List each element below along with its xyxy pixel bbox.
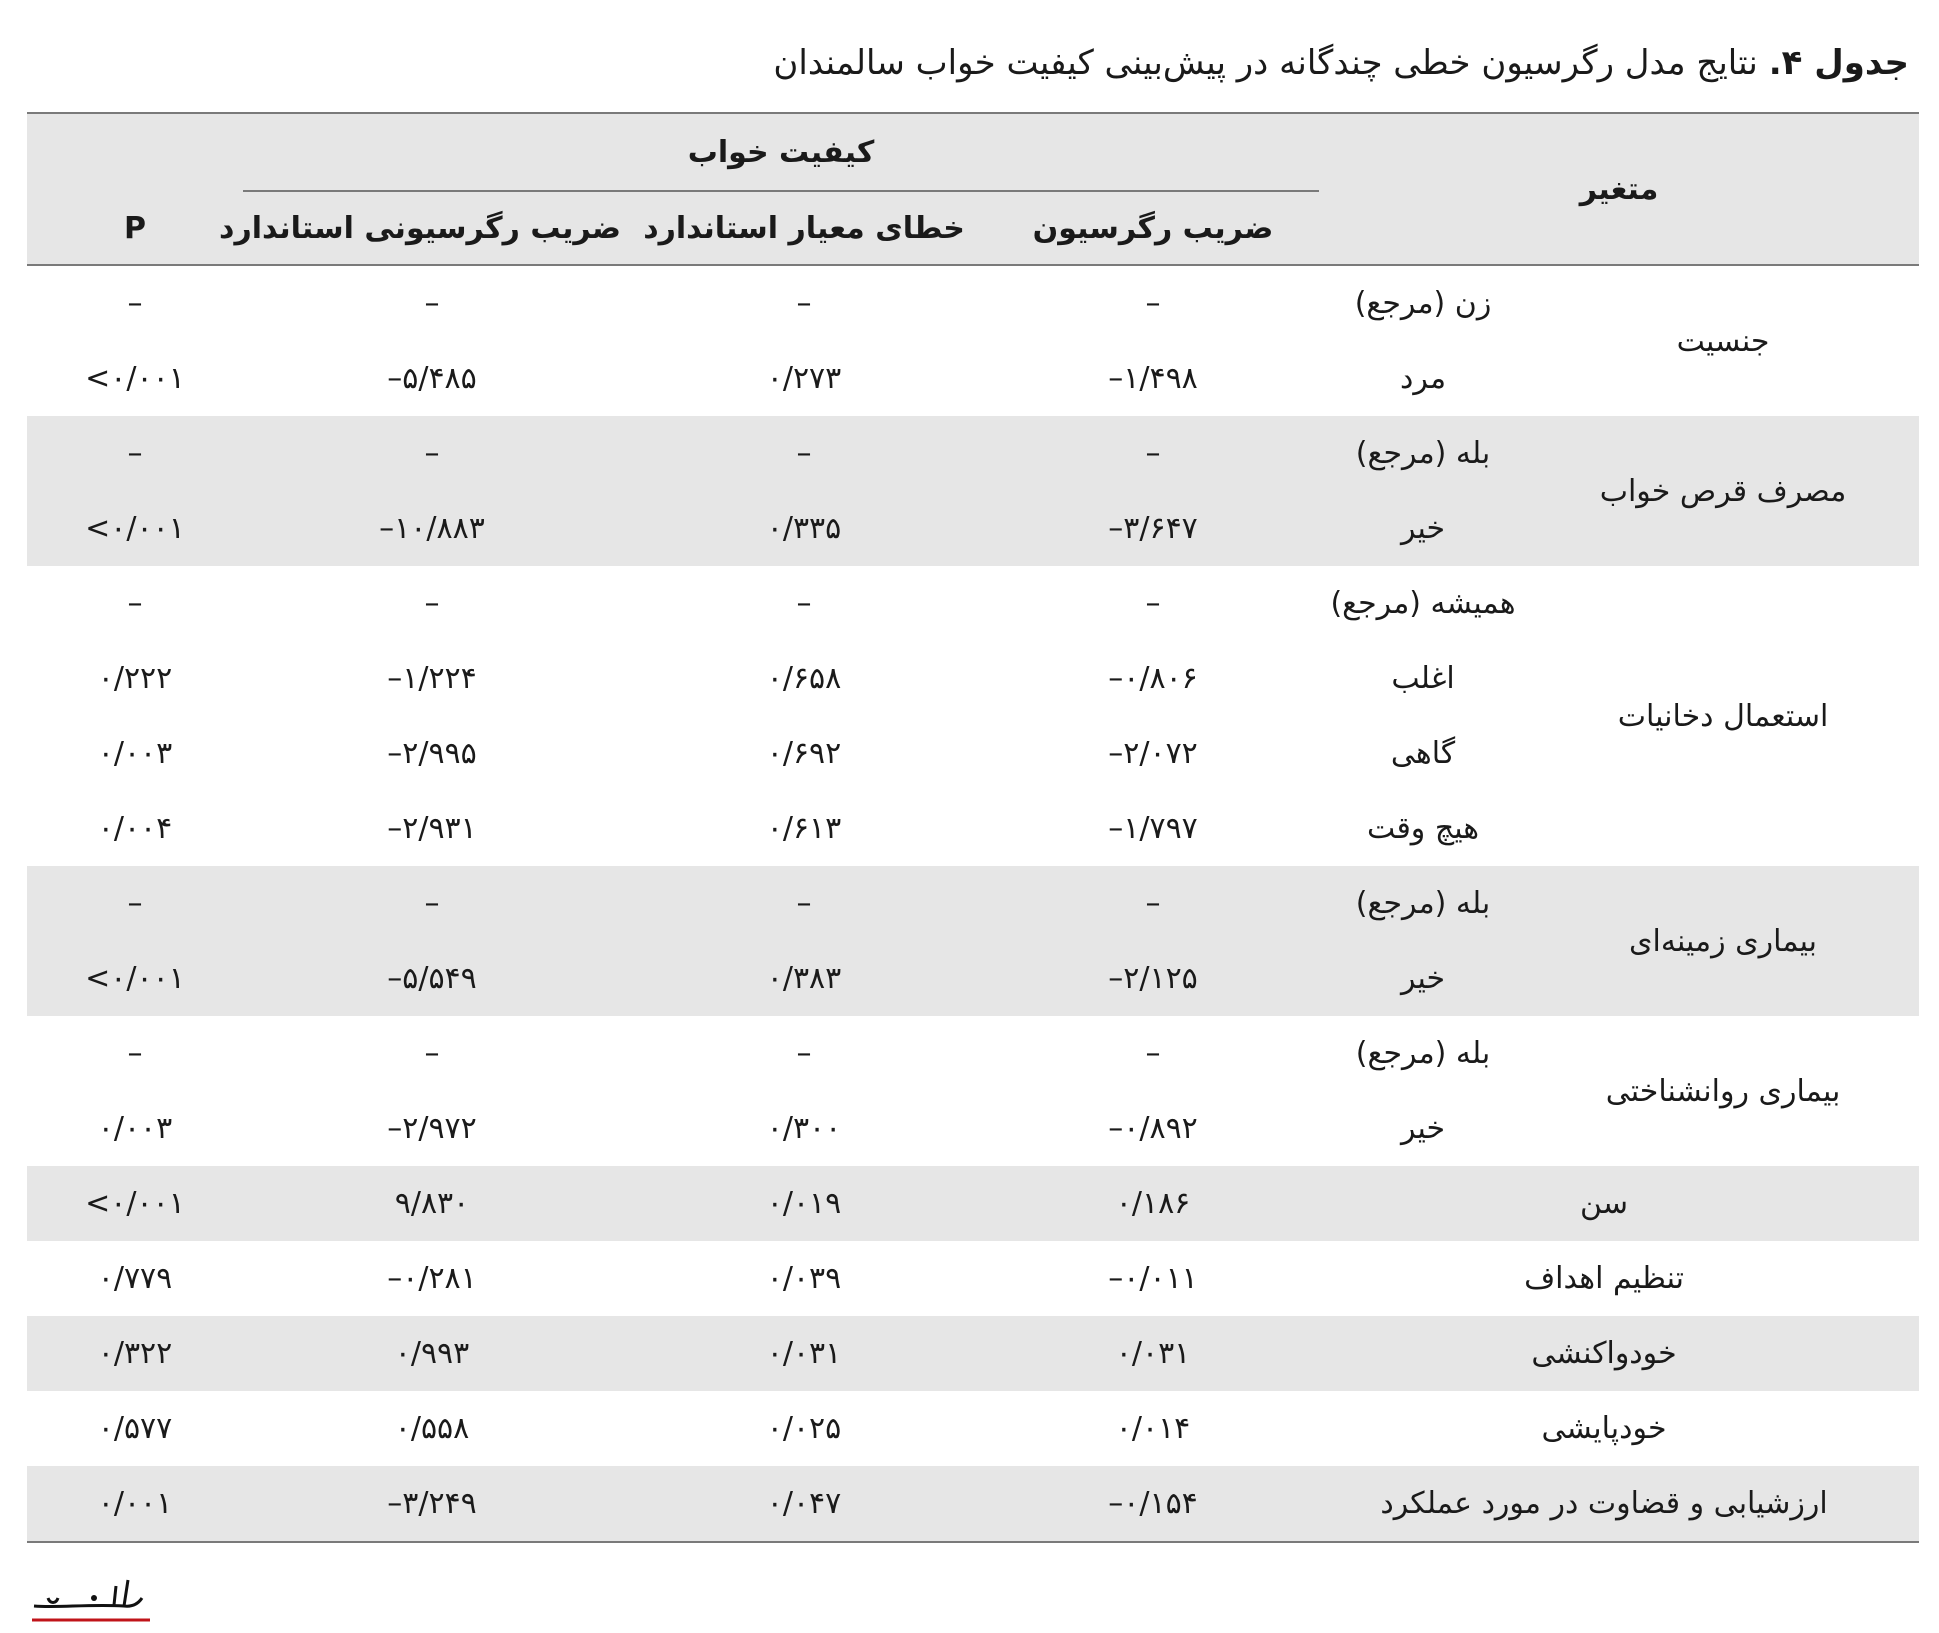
table-row [27, 866, 1919, 941]
cell-variable-name: استعمال دخانیات [1617, 698, 1829, 734]
cell-level: مرد [1400, 361, 1447, 396]
cell-coef: –۰/۸۰۶ [1108, 661, 1198, 696]
cell-std-coef: ۰/۵۵۸ [394, 1411, 470, 1446]
cell-p: – [127, 586, 143, 621]
cell-level: بله (مرجع) [1319, 866, 1527, 941]
cell-coef: –۰/۸۹۲ [1108, 1111, 1198, 1146]
cell-se: ۰/۲۷۳ [766, 361, 842, 396]
cell-variable-name: مصرف قرص خواب [1527, 416, 1919, 566]
cell-std-coef: –۲/۹۷۲ [387, 1111, 477, 1146]
cell-se: – [621, 866, 987, 941]
table-row [27, 1241, 1919, 1316]
cell-se: – [621, 416, 987, 491]
cell-std-coef: –۵/۵۴۹ [243, 941, 621, 1016]
cell-std-coef: – [424, 586, 440, 621]
cell-se: ۰/۰۳۹ [766, 1261, 842, 1296]
table-row [27, 1391, 1919, 1466]
table-row [27, 566, 1919, 641]
cell-variable-name: جنسیت [1676, 323, 1770, 359]
header-group-sleep-quality: کیفیت خواب [243, 113, 1319, 191]
cell-variable-name: خودواکنشی [1319, 1316, 1919, 1391]
header-p-label: P [124, 211, 146, 246]
cell-coef: –۲/۱۲۵ [987, 941, 1319, 1016]
cell-se: – [796, 1036, 812, 1071]
cell-p: ۰/۲۲۲ [97, 661, 173, 696]
cell-p: <۰/۰۰۱ [85, 361, 185, 396]
cell-std-coef: – [424, 1036, 440, 1071]
cell-se: ۰/۳۰۰ [766, 1111, 842, 1146]
cell-coef: –۱/۷۹۷ [1108, 811, 1198, 846]
cell-level: خیر [1319, 491, 1527, 566]
cell-variable-name: بیماری روانشناختی [1605, 1073, 1841, 1109]
cell-level: بله (مرجع) [1355, 1036, 1491, 1071]
cell-level: خیر [1319, 941, 1527, 1016]
cell-p: ۰/۳۲۲ [27, 1316, 243, 1391]
cell-se: – [796, 586, 812, 621]
cell-coef: ۰/۱۸۶ [987, 1166, 1319, 1241]
header-coef: ضریب رگرسیون [987, 191, 1319, 265]
cell-std-coef: –۱/۲۲۴ [387, 661, 477, 696]
cell-se: ۰/۶۱۳ [766, 811, 842, 846]
cell-std-coef: ۰/۹۹۳ [243, 1316, 621, 1391]
cell-coef: –۳/۶۴۷ [987, 491, 1319, 566]
table-row [27, 1466, 1919, 1542]
cell-coef: –۱/۴۹۸ [1108, 361, 1198, 396]
cell-se: ۰/۶۹۲ [766, 736, 842, 771]
cell-p: – [27, 866, 243, 941]
cell-coef: – [1145, 1036, 1161, 1071]
cell-level: همیشه (مرجع) [1330, 586, 1516, 621]
cell-se: – [796, 286, 812, 321]
cell-se: ۰/۰۱۹ [621, 1166, 987, 1241]
cell-p: ۰/۰۰۱ [27, 1466, 243, 1542]
cell-std-coef: –۱۰/۸۸۳ [243, 491, 621, 566]
cell-std-coef: –۰/۲۸۱ [387, 1261, 477, 1296]
caption-text: نتایج مدل رگرسیون خطی چندگانه در پیش‌بینی کیفیت خواب سالمندان [773, 43, 1758, 83]
cell-variable-name: ارزشیابی و قضاوت در مورد عملکرد [1319, 1466, 1919, 1542]
cell-p: ۰/۷۷۹ [97, 1261, 173, 1296]
header-std-coef: ضریب رگرسیونی استاندارد [243, 191, 621, 265]
cell-p: – [127, 286, 143, 321]
cell-variable-name: بیماری زمینه‌ای [1527, 866, 1919, 1016]
regression-table [27, 112, 1919, 1543]
header-p [27, 113, 243, 265]
cell-coef: ۰/۰۳۱ [987, 1316, 1319, 1391]
cell-variable-name: خودپایشی [1541, 1411, 1667, 1446]
cell-std-coef: –۲/۹۹۵ [387, 736, 477, 771]
cell-p: ۰/۵۷۷ [97, 1411, 173, 1446]
cell-p: – [27, 416, 243, 491]
cell-level: هیچ وقت [1367, 811, 1480, 846]
header-se: خطای معیار استاندارد [621, 191, 987, 265]
cell-coef: –۲/۰۷۲ [1108, 736, 1198, 771]
cell-variable-name: تنظیم اهداف [1524, 1261, 1684, 1296]
table-row [27, 416, 1919, 491]
cell-se: ۰/۰۳۱ [621, 1316, 987, 1391]
table-row [27, 1166, 1919, 1241]
cell-level: بله (مرجع) [1319, 416, 1527, 491]
cell-se: ۰/۰۲۵ [766, 1411, 842, 1446]
caption-label: جدول ۴. [1768, 43, 1909, 83]
cell-p: <۰/۰۰۱ [27, 1166, 243, 1241]
cell-p: <۰/۰۰۱ [27, 491, 243, 566]
cell-coef: – [987, 416, 1319, 491]
cell-coef: – [1145, 286, 1161, 321]
cell-p: <۰/۰۰۱ [27, 941, 243, 1016]
table-row [27, 265, 1919, 341]
cell-std-coef: – [424, 286, 440, 321]
table-body [27, 265, 1919, 1542]
cell-se: ۰/۰۴۷ [621, 1466, 987, 1542]
cell-level: اغلب [1391, 661, 1455, 696]
table-caption [30, 40, 1909, 86]
cell-se: ۰/۳۸۳ [621, 941, 987, 1016]
cell-p: ۰/۰۰۳ [97, 736, 173, 771]
cell-se: ۰/۶۵۸ [766, 661, 842, 696]
cell-std-coef: –۲/۹۳۱ [387, 811, 477, 846]
table-row [27, 1016, 1919, 1091]
salmand-logo [28, 1568, 154, 1626]
cell-p: ۰/۰۰۳ [97, 1111, 173, 1146]
cell-std-coef: ۹/۸۳۰ [243, 1166, 621, 1241]
cell-coef: –۰/۱۵۴ [987, 1466, 1319, 1542]
cell-p: ۰/۰۰۴ [97, 811, 173, 846]
cell-std-coef: – [243, 416, 621, 491]
cell-variable-name: سن [1319, 1166, 1919, 1241]
cell-coef: – [1145, 586, 1161, 621]
cell-std-coef: – [243, 866, 621, 941]
cell-std-coef: –۳/۲۴۹ [243, 1466, 621, 1542]
cell-coef: – [987, 866, 1319, 941]
cell-std-coef: –۵/۴۸۵ [387, 361, 477, 396]
header-variable: متغیر [1319, 113, 1919, 265]
table-row [27, 1316, 1919, 1391]
cell-se: ۰/۳۳۵ [621, 491, 987, 566]
cell-level: زن (مرجع) [1354, 286, 1492, 321]
cell-p: – [127, 1036, 143, 1071]
cell-level: خیر [1400, 1111, 1446, 1146]
cell-coef: ۰/۰۱۴ [1115, 1411, 1191, 1446]
cell-coef: –۰/۰۱۱ [1108, 1261, 1198, 1296]
cell-level: گاهی [1390, 736, 1456, 771]
